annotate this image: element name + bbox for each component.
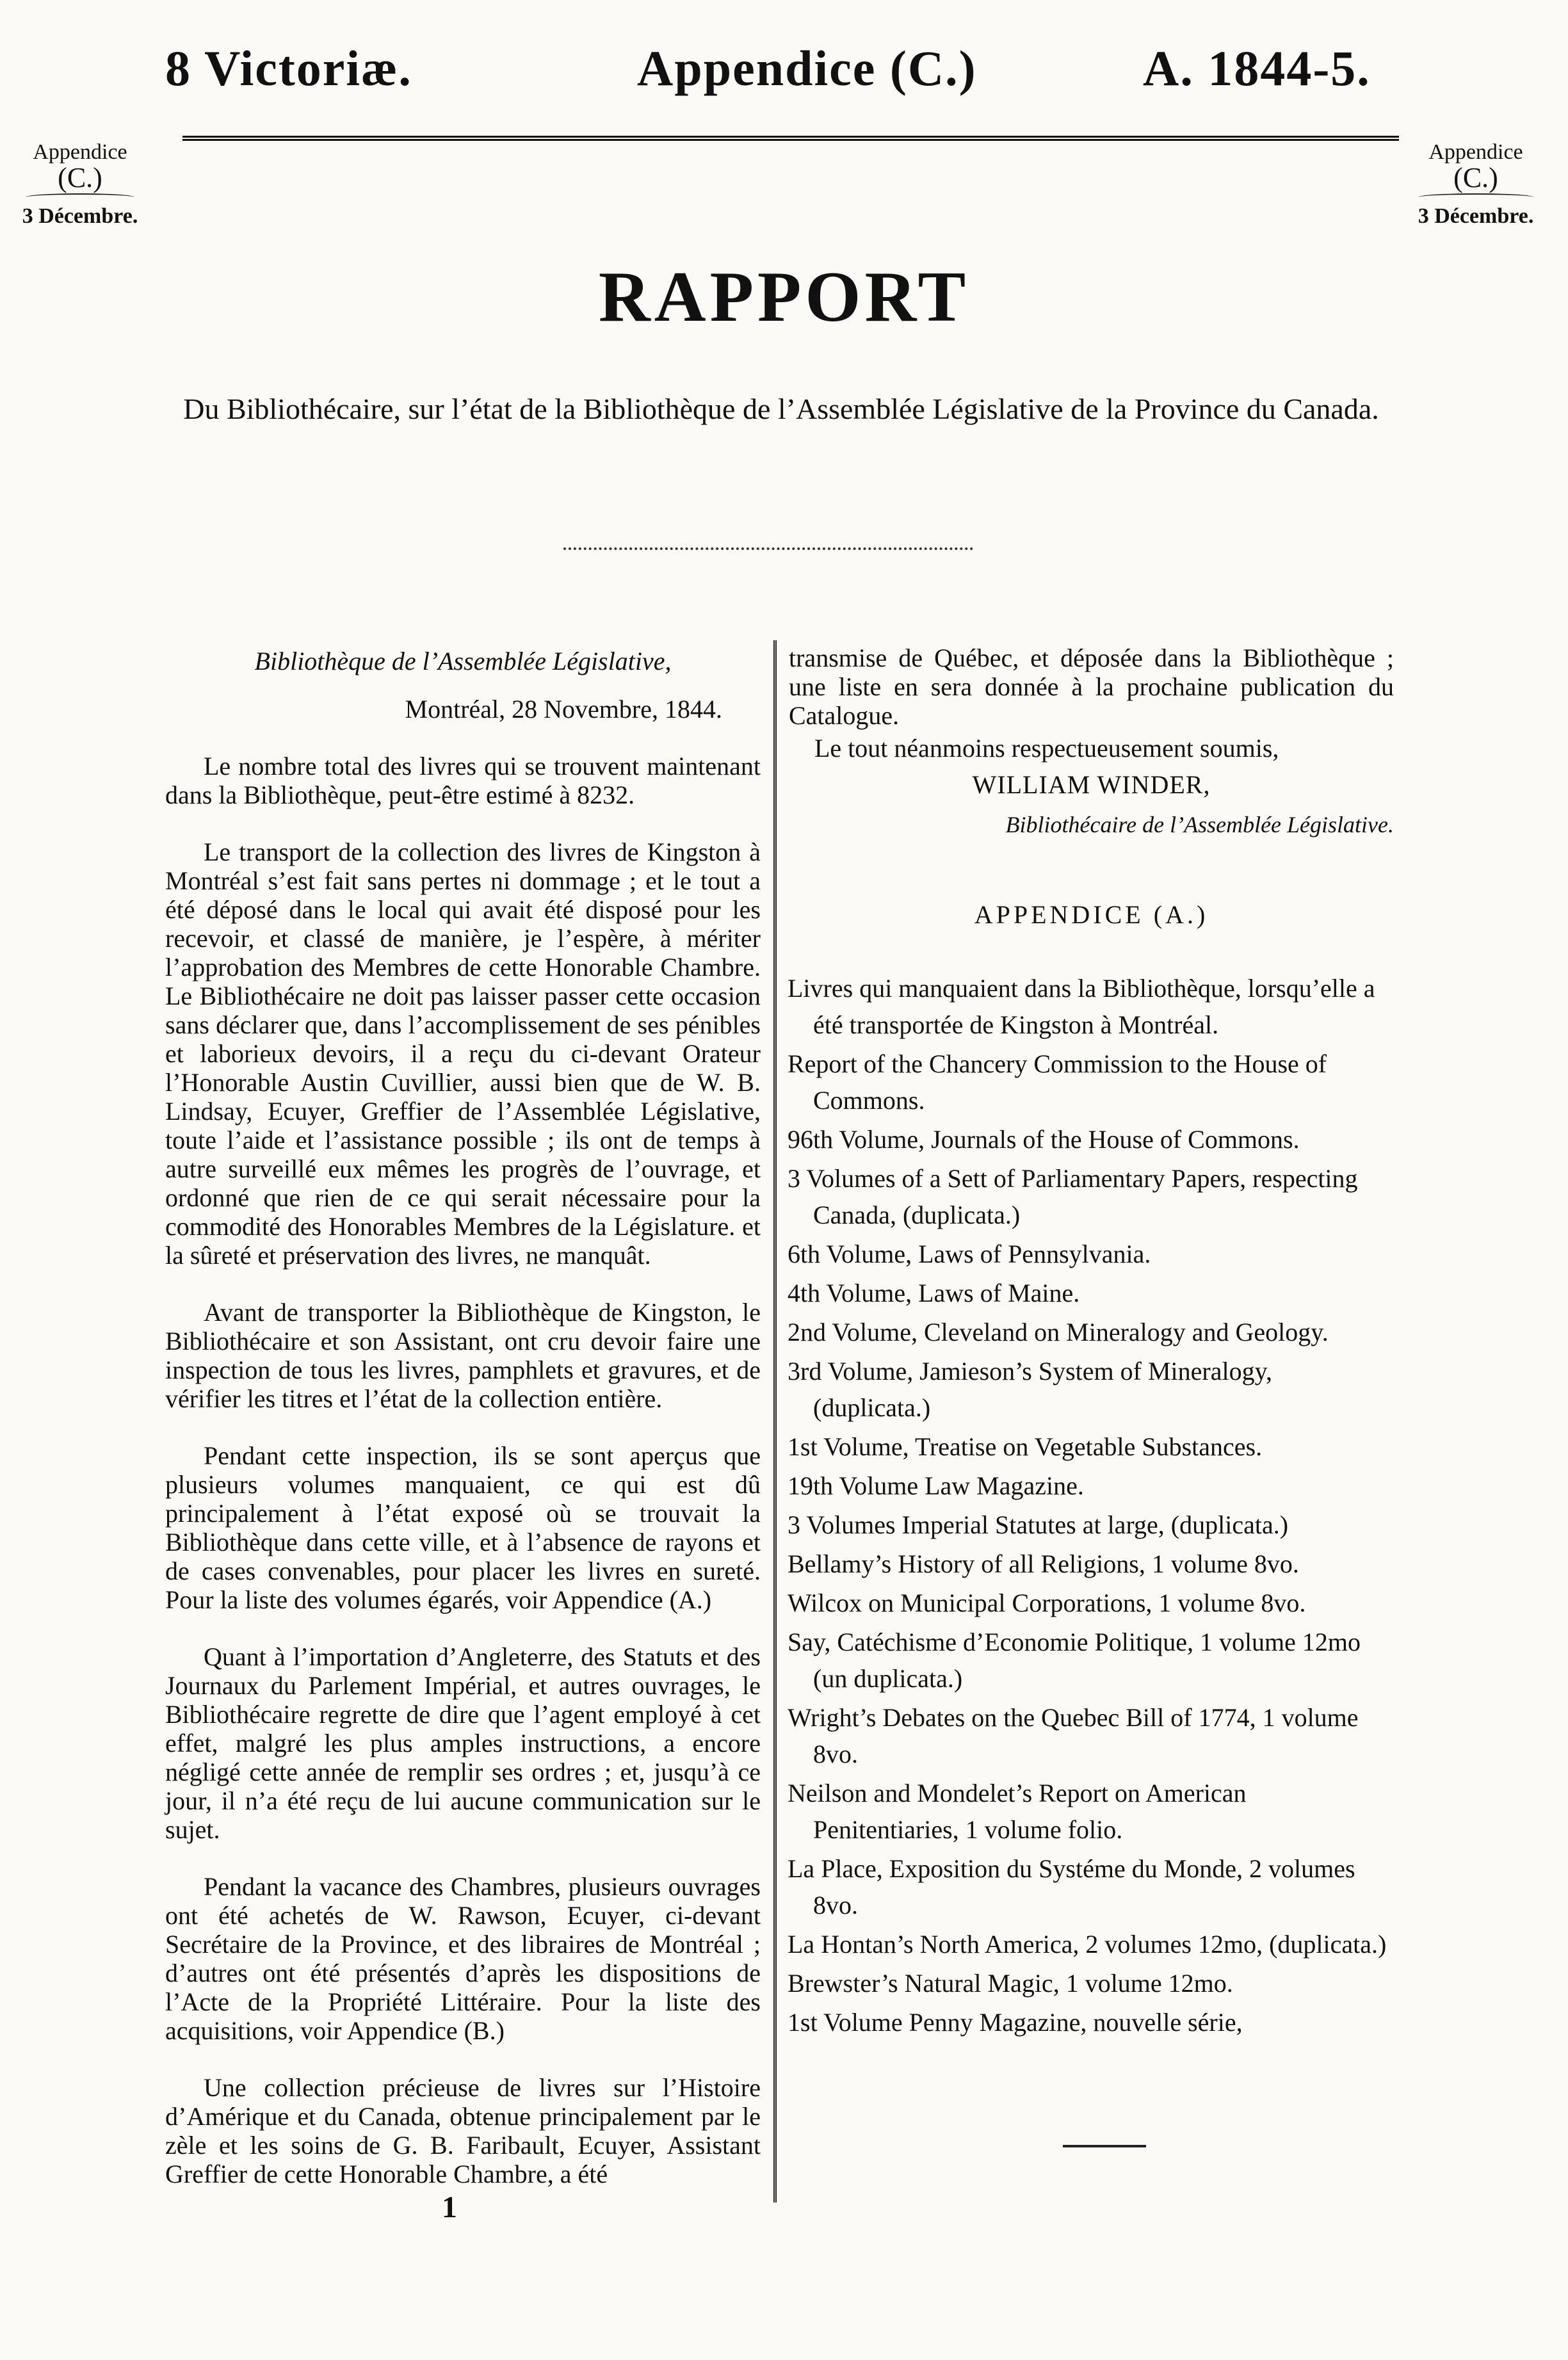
left-column bbox=[165, 647, 761, 2217]
list-item: 3rd Volume, Jamieson’s System of Mineralogy, (duplicata.) bbox=[788, 1357, 1272, 1422]
margin-note-label: Appendice bbox=[33, 140, 127, 164]
margin-note-label: Appendice bbox=[1428, 140, 1523, 164]
brace-icon bbox=[26, 193, 134, 201]
list-item: La Hontan’s North America, 2 volumes 12mo, (duplicata.) bbox=[788, 1930, 1387, 1959]
margin-note-date: 3 Décembre. bbox=[1418, 204, 1534, 228]
list-item: Livres qui manquaient dans la Bibliothèque, lorsqu’elle a été transportée de Kingston à Montréal. bbox=[788, 974, 1375, 1039]
signature-title: Bibliothécaire de l’Assemblée Législative. bbox=[1005, 812, 1394, 837]
paragraph: Le transport de la collection des livres de Kingston à Montréal s’est fait sans pertes ni dommage ; et le tout a été déposé dans le local qui avait été disposé pour les recevoir, et classé de manière, je l’espère, à mériter l’approbation des Membres de cette Honorable Chambre. Le Bibliothécaire ne doit pas laisser passer cette occasion sans déclarer que, dans l’accomplissement de ses pénibles et laborieux devoirs, il a reçu du ci-devant Orateur l’Honorable Austin Cuvillier, aussi bien que de W. B. Lindsay, Ecuyer, Greffier de l’Assemblée Législative, toute l’aide et l’assistance possible ; ils ont de temps à autre surveillé eux mêmes les progrès de l’ouvrage, et ordonné que rien de ce qui serait nécessaire pour la commodité des Honorables Membres de la Législature. et la sûreté et préservation des livres, ne manquât. bbox=[165, 837, 761, 1270]
list-item: Report of the Chancery Commission to the House of Commons. bbox=[788, 1049, 1327, 1115]
margin-note-right bbox=[1405, 140, 1546, 229]
appendix-heading: APPENDICE (A.) bbox=[974, 900, 1209, 929]
header-center: Appendice (C.) bbox=[637, 40, 977, 96]
signature-name: WILLIAM WINDER, bbox=[972, 770, 1211, 799]
paragraph: Pendant cette inspection, ils se sont aperçus que plusieurs volumes manquaient, ce qui est dû principalement à l’état exposé où se trouvait la Bibliothèque dans cette ville, et à l’absence de rayons et de cases convenables, pour placer les livres en sureté. Pour la liste des volumes égarés, voir Appendice (A.) bbox=[165, 1441, 761, 1614]
list-item: Wilcox on Municipal Corporations, 1 volume 8vo. bbox=[788, 1588, 1306, 1617]
document-subtitle: Du Bibliothécaire, sur l’état de la Bibliothèque de l’Assemblée Législative de la Province du Canada. bbox=[183, 392, 1379, 425]
paragraph: Une collection précieuse de livres sur l’Histoire d’Amérique et du Canada, obtenue principalement par le zèle et les soins de G. B. Faribault, Ecuyer, Assistant Greffier de cette Honorable Chambre, a été bbox=[165, 2073, 761, 2188]
margin-note-code: (C.) bbox=[58, 162, 102, 193]
list-item: 96th Volume, Journals of the House of Commons. bbox=[788, 1125, 1300, 1154]
dotted-separator bbox=[563, 547, 973, 550]
header-rule bbox=[182, 136, 1399, 143]
paragraph: Pendant la vacance des Chambres, plusieurs ouvrages ont été achetés de W. Rawson, Ecuyer, ci-devant Secrétaire de la Province, et des libraires de Montréal ; d’autres ont été présentés d’après les dispositions de l’Acte de la Propriété Littéraire. Pour la liste des acquisitions, voir Appendice (B.) bbox=[165, 1872, 761, 2045]
right-column bbox=[789, 643, 1394, 929]
list-item: 3 Volumes of a Sett of Parliamentary Papers, respecting Canada, (duplicata.) bbox=[788, 1164, 1358, 1229]
appendix-list bbox=[788, 970, 1396, 2043]
page-number: 1 bbox=[442, 2190, 457, 2224]
header-left: 8 Victoriæ. bbox=[165, 40, 412, 96]
list-item: Neilson and Mondelet’s Report on American Penitentiaries, 1 volume folio. bbox=[788, 1779, 1247, 1844]
column-divider bbox=[773, 640, 777, 2202]
list-item: Brewster’s Natural Magic, 1 volume 12mo. bbox=[788, 1969, 1233, 1998]
margin-note-left bbox=[13, 140, 147, 229]
list-item: Wright’s Debates on the Quebec Bill of 1774, 1 volume 8vo. bbox=[788, 1703, 1359, 1768]
paragraph: Le nombre total des livres qui se trouvent maintenant dans la Bibliothèque, peut-être estimé à 8232. bbox=[165, 752, 761, 809]
closing-line: Le tout néanmoins respectueusement soumis, bbox=[814, 734, 1279, 763]
list-item: 1st Volume, Treatise on Vegetable Substances. bbox=[788, 1432, 1263, 1461]
paragraph: Quant à l’importation d’Angleterre, des Statuts et des Journaux du Parlement Impérial, et autres ouvrages, le Bibliothécaire regrette de dire que l’agent employé à cet effet, malgré les plus amples instructions, a encore négligé cette année de remplir ses ordres ; et, jusqu’à ce jour, il n’a été reçu de lui aucune communication sur le sujet. bbox=[165, 1642, 761, 1844]
dateline-place: Bibliothèque de l’Assemblée Législative, bbox=[254, 647, 672, 675]
paragraph-continuation: transmise de Québec, et déposée dans la Bibliothèque ; une liste en sera donnée à la prochaine publication du Catalogue. bbox=[789, 643, 1394, 730]
list-item: Say, Catéchisme d’Economie Politique, 1 volume 12mo (un duplicata.) bbox=[788, 1628, 1361, 1693]
header-right: A. 1844-5. bbox=[1143, 40, 1371, 96]
list-item: 4th Volume, Laws of Maine. bbox=[788, 1279, 1080, 1307]
document-title: RAPPORT bbox=[598, 257, 970, 337]
list-item: 19th Volume Law Magazine. bbox=[788, 1471, 1084, 1500]
margin-note-code: (C.) bbox=[1453, 162, 1498, 193]
list-item: 3 Volumes Imperial Statutes at large, (duplicata.) bbox=[788, 1510, 1289, 1539]
list-item: 1st Volume Penny Magazine, nouvelle série, bbox=[788, 2008, 1243, 2037]
list-item: Bellamy’s History of all Religions, 1 volume 8vo. bbox=[788, 1549, 1299, 1578]
list-item: 6th Volume, Laws of Pennsylvania. bbox=[788, 1240, 1151, 1268]
end-rule bbox=[1063, 2145, 1146, 2147]
list-item: La Place, Exposition du Systéme du Monde, 2 volumes 8vo. bbox=[788, 1854, 1355, 1920]
brace-icon bbox=[1418, 193, 1533, 201]
dateline-date: Montréal, 28 Novembre, 1844. bbox=[405, 695, 722, 723]
list-item: 2nd Volume, Cleveland on Mineralogy and Geology. bbox=[788, 1318, 1329, 1346]
margin-note-date: 3 Décembre. bbox=[22, 204, 138, 228]
paragraph: Avant de transporter la Bibliothèque de Kingston, le Bibliothécaire et son Assistant, ont cru devoir faire une inspection de tous les livres, pamphlets et gravures, et de vérifier les titres et l’état de la collection entière. bbox=[165, 1298, 761, 1413]
